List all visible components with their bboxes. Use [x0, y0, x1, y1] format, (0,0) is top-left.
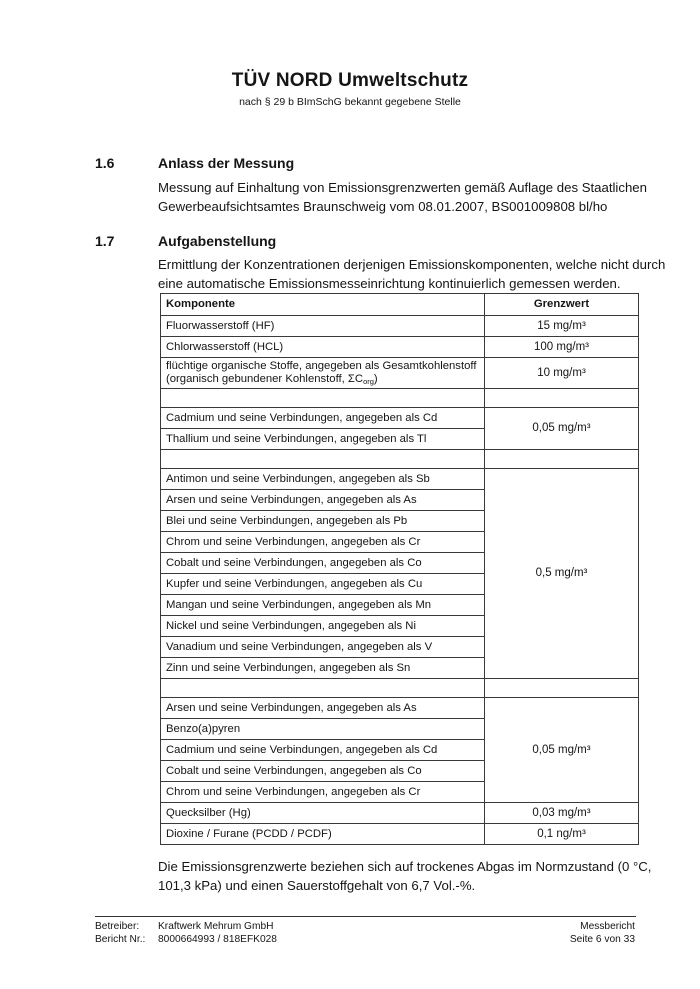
component-cell: Dioxine / Furane (PCDD / PCDF)	[161, 824, 485, 845]
component-cell: Cadmium und seine Verbindungen, angegeben als Cd	[161, 740, 485, 761]
limit-cell: 0,1 ng/m³	[485, 824, 639, 845]
table-row	[161, 824, 639, 845]
footer-values	[158, 920, 277, 946]
section-1-6-number: 1.6	[95, 155, 115, 171]
page-number: Seite 6 von 33	[569, 934, 635, 945]
footer-labels	[95, 920, 145, 946]
text-line: Die Emissionsgrenzwerte beziehen sich auf trockenes Abgas im Normzustand (0 °C,	[158, 859, 652, 874]
reference-conditions-note	[158, 857, 652, 895]
component-cell: Antimon und seine Verbindungen, angegeben als Sb	[161, 469, 485, 490]
limit-cell: 15 mg/m³	[485, 316, 639, 337]
header-title: TÜV NORD Umweltschutz	[231, 70, 469, 91]
table-spacer-row	[161, 679, 639, 698]
header-subtitle: nach § 29 b BImSchG bekannt gegebene Stelle	[239, 96, 461, 108]
table-header-row	[161, 294, 639, 316]
section-1-7-number: 1.7	[95, 233, 115, 249]
component-cell: Quecksilber (Hg)	[161, 803, 485, 824]
group-limit-cell: 0,5 mg/m³	[485, 469, 639, 679]
table-row	[161, 358, 639, 389]
component-cell: Cobalt und seine Verbindungen, angegeben als Co	[161, 761, 485, 782]
report-number-label: Bericht Nr.:	[95, 934, 146, 945]
column-header-limit: Grenzwert	[485, 294, 639, 316]
component-cell: Benzo(a)pyren	[161, 719, 485, 740]
section-1-6-title: Anlass der Messung	[158, 155, 295, 171]
subscript: org	[363, 377, 374, 386]
table-spacer-row	[161, 450, 639, 469]
component-cell: Kupfer und seine Verbindungen, angegeben als Cu	[161, 574, 485, 595]
table-row	[161, 316, 639, 337]
section-1-7-text	[158, 255, 666, 293]
component-line: (organisch gebundener Kohlenstoff, $\Sigma C_{org}$)	[166, 373, 378, 386]
component-cell: Mangan und seine Verbindungen, angegeben als Mn	[161, 595, 485, 616]
table-row	[161, 698, 639, 719]
table-row	[161, 408, 639, 429]
component-cell: Fluorwasserstoff (HF)	[161, 316, 485, 337]
component-cell: Arsen und seine Verbindungen, angegeben als As	[161, 698, 485, 719]
text-line: Gewerbeaufsichtsamtes Braunschweig vom 08.01.2007, BS001009808 bl/ho	[158, 199, 608, 214]
report-number: 8000664993 / 818EFK028	[158, 934, 277, 945]
group-limit-cell: 0,05 mg/m³	[485, 408, 639, 450]
table-row	[161, 337, 639, 358]
component-cell: Thallium und seine Verbindungen, angegeben als Tl	[161, 429, 485, 450]
component-cell: Cadmium und seine Verbindungen, angegeben als Cd	[161, 408, 485, 429]
component-cell: Chrom und seine Verbindungen, angegeben als Cr	[161, 782, 485, 803]
section-1-6-text	[158, 178, 647, 216]
limit-cell: 0,03 mg/m³	[485, 803, 639, 824]
component-cell: Cobalt und seine Verbindungen, angegeben als Co	[161, 553, 485, 574]
footer-divider	[95, 916, 636, 917]
table-row	[161, 469, 639, 490]
table-spacer-row	[161, 389, 639, 408]
operator-label: Betreiber:	[95, 921, 140, 932]
section-1-7-title: Aufgabenstellung	[158, 233, 277, 249]
document-type: Messbericht	[580, 921, 635, 932]
component-cell: Chrom und seine Verbindungen, angegeben als Cr	[161, 532, 485, 553]
component-cell: Arsen und seine Verbindungen, angegeben als As	[161, 490, 485, 511]
text-line: Ermittlung der Konzentrationen derjenigen Emissionskomponenten, welche nicht durch	[158, 257, 666, 272]
component-cell: Blei und seine Verbindungen, angegeben als Pb	[161, 511, 485, 532]
text-line: 101,3 kPa) und einen Sauerstoffgehalt von 6,7 Vol.-%.	[158, 878, 476, 893]
emission-limits-table	[160, 293, 639, 845]
footer-page-info	[570, 920, 635, 946]
column-header-component: Komponente	[161, 294, 485, 316]
limit-cell: 100 mg/m³	[485, 337, 639, 358]
component-cell: Chlorwasserstoff (HCL)	[161, 337, 485, 358]
component-line: flüchtige organische Stoffe, angegeben als Gesamtkohlenstoff	[166, 360, 477, 372]
text-line: eine automatische Emissionsmesseinrichtung kontinuierlich gemessen werden.	[158, 276, 621, 291]
group-limit-cell: 0,05 mg/m³	[485, 698, 639, 803]
component-cell: Zinn und seine Verbindungen, angegeben als Sn	[161, 658, 485, 679]
limit-cell: 10 mg/m³	[485, 358, 639, 389]
component-cell: Nickel und seine Verbindungen, angegeben als Ni	[161, 616, 485, 637]
component-cell	[161, 358, 485, 389]
component-cell: Vanadium und seine Verbindungen, angegeben als V	[161, 637, 485, 658]
operator-name: Kraftwerk Mehrum GmbH	[158, 921, 274, 932]
table-row	[161, 803, 639, 824]
text-line: Messung auf Einhaltung von Emissionsgrenzwerten gemäß Auflage des Staatlichen	[158, 180, 647, 195]
